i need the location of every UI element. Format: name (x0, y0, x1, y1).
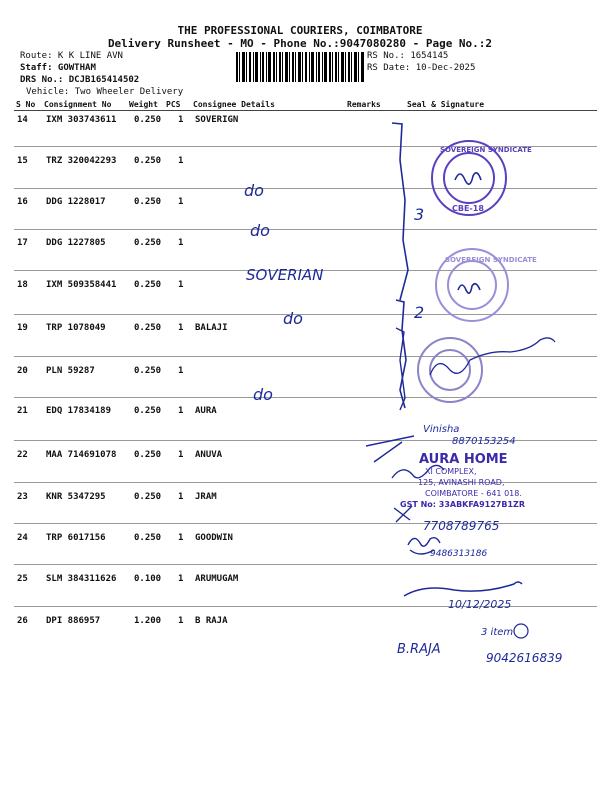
cell-sno: 14 (17, 115, 28, 125)
cell-pcs: 1 (178, 280, 184, 290)
rs-number: RS No.: 1654145 (367, 51, 449, 61)
cell-consignee: ARUMUGAM (195, 574, 239, 584)
stamp-signature (455, 173, 481, 184)
cell-pcs: 1 (178, 406, 184, 416)
column-consignment: Consignment No (44, 100, 112, 109)
cell-sno: 18 (17, 280, 28, 290)
mark-16: 3 (414, 205, 425, 224)
aura-signature (392, 465, 444, 478)
cell-pcs: 1 (178, 323, 184, 333)
cell-weight: 0.100 (134, 574, 162, 584)
sign-26: B.RAJA (397, 642, 441, 657)
vehicle-label: Vehicle: Two Wheeler Delivery (26, 87, 184, 97)
phone-21: 8870153254 (452, 436, 516, 447)
cell-sno: 23 (17, 492, 28, 502)
cell-weight: 0.250 (134, 197, 162, 207)
row-divider (14, 356, 597, 357)
cell-pcs: 1 (178, 574, 184, 584)
cell-pcs: 1 (178, 366, 184, 376)
column-pcs: PCS (166, 100, 181, 109)
cell-consignment: TRP 6017156 (46, 533, 106, 543)
cell-weight: 0.250 (134, 238, 162, 248)
ditto-20: do (253, 385, 273, 404)
cell-weight: 0.250 (134, 366, 162, 376)
cross-mark (394, 506, 412, 522)
sovereign-stamp-2 (436, 249, 508, 321)
cell-consignment: KNR 5347295 (46, 492, 106, 502)
cell-pcs: 1 (178, 115, 184, 125)
cell-sno: 26 (17, 616, 28, 626)
bracket-mark (396, 300, 406, 408)
count-26: 3 item (481, 627, 514, 638)
column-weight: Weight (129, 100, 158, 109)
cell-pcs: 1 (178, 616, 184, 626)
cell-weight: 0.250 (134, 533, 162, 543)
cell-consignment: MAA 714691078 (46, 450, 117, 460)
balaji-stamp (418, 338, 482, 402)
aura-stamp-line1: XI COMPLEX, (425, 467, 477, 476)
ditto-16: do (244, 181, 264, 200)
row-divider (14, 146, 597, 147)
cell-consignee: B RAJA (195, 616, 228, 626)
row-divider (14, 270, 597, 271)
row-divider (14, 440, 597, 441)
cell-weight: 1.200 (134, 616, 162, 626)
ditto-19: do (283, 309, 303, 328)
stamp-1-city: CBE-18 (452, 204, 484, 213)
bracket-mark (392, 123, 408, 300)
cell-consignment: SLM 384311626 (46, 574, 117, 584)
date-25: 10/12/2025 (448, 598, 512, 611)
cell-consignee: AURA (195, 406, 217, 416)
column-sno: S No (16, 100, 36, 109)
cell-consignment: EDQ 17834189 (46, 406, 112, 416)
cell-consignee: ANUVA (195, 450, 223, 460)
cell-sno: 22 (17, 450, 28, 460)
cell-consignment: TRZ 320042293 (46, 156, 117, 166)
cell-pcs: 1 (178, 197, 184, 207)
cell-consignment: DDG 1228017 (46, 197, 106, 207)
row-divider (14, 314, 597, 315)
aura-stamp-name: AURA HOME (419, 452, 508, 467)
cell-sno: 20 (17, 366, 28, 376)
cell-consignment: TRP 1078049 (46, 323, 106, 333)
aura-stamp-line2: 125, AVINASHI ROAD, (418, 478, 505, 487)
cell-pcs: 1 (178, 156, 184, 166)
rs-date: RS Date: 10-Dec-2025 (367, 63, 476, 73)
route-label: Route: K K LINE AVN (20, 51, 123, 61)
phone-23: 7708789765 (423, 519, 500, 533)
cell-consignment: IXM 509358441 (46, 280, 117, 290)
cell-pcs: 1 (178, 533, 184, 543)
staff-label: Staff: GOWTHAM (20, 63, 96, 73)
aura-stamp-gst: GST No: 33ABKFA9127B1ZR (400, 500, 525, 509)
ditto-17: do (250, 221, 270, 240)
cell-pcs: 1 (178, 238, 184, 248)
column-consignee: Consignee Details (193, 100, 275, 109)
cell-consignee: JRAM (195, 492, 217, 502)
cell-consignee: GOODWIN (195, 533, 233, 543)
cell-weight: 0.250 (134, 156, 162, 166)
cell-sno: 16 (17, 197, 28, 207)
goodwin-signature (408, 538, 440, 554)
page-title: THE PROFESSIONAL COURIERS, COIMBATORE (177, 24, 423, 37)
row-divider (14, 397, 597, 398)
stamp-1-name: SOVEREIGN SYNDICATE (440, 146, 532, 154)
row-divider (14, 482, 597, 483)
stamp-2-name: SOVEREIGN SYNDICATE (445, 256, 537, 264)
page-subtitle: Delivery Runsheet - MO - Phone No.:9047080280 - Page No.:2 (107, 37, 493, 50)
cell-consignee: SOVERIGN (195, 115, 239, 125)
column-remarks: Remarks (347, 100, 381, 109)
cell-weight: 0.250 (134, 323, 162, 333)
drs-label: DRS No.: DCJB165414502 (20, 75, 140, 85)
row-divider (14, 523, 597, 524)
arumugam-signature (404, 582, 522, 596)
barcode (236, 52, 364, 82)
stamp-signature (458, 284, 480, 293)
cell-weight: 0.250 (134, 492, 162, 502)
cell-consignee: BALAJI (195, 323, 228, 333)
count-circle (514, 624, 528, 638)
cell-sno: 21 (17, 406, 28, 416)
cell-sno: 19 (17, 323, 28, 333)
cell-weight: 0.250 (134, 450, 162, 460)
sovereign-note: SOVERIAN (246, 266, 324, 284)
row-divider (14, 564, 597, 565)
row-divider (14, 229, 597, 230)
mark-18: 2 (414, 303, 425, 322)
cell-consignment: PLN 59287 (46, 366, 95, 376)
cell-sno: 25 (17, 574, 28, 584)
cell-consignment: DPI 886957 (46, 616, 101, 626)
cell-sno: 15 (17, 156, 28, 166)
cell-consignment: DDG 1227805 (46, 238, 106, 248)
name-21: Vinisha (423, 424, 460, 435)
cell-weight: 0.250 (134, 115, 162, 125)
row-divider (14, 606, 597, 607)
header-divider (14, 110, 597, 111)
cell-sno: 17 (17, 238, 28, 248)
column-seal: Seal & Signature (407, 100, 485, 109)
cell-sno: 24 (17, 533, 28, 543)
cell-consignment: IXM 303743611 (46, 115, 117, 125)
phone-26: 9042616839 (486, 651, 563, 665)
phone-24: 9486313186 (430, 549, 488, 559)
sovereign-stamp-1 (432, 141, 506, 215)
cell-pcs: 1 (178, 450, 184, 460)
cell-weight: 0.250 (134, 406, 162, 416)
row-divider (14, 188, 597, 189)
aura-stamp-line3: COIMBATORE - 641 018. (425, 489, 522, 498)
cell-weight: 0.250 (134, 280, 162, 290)
cell-pcs: 1 (178, 492, 184, 502)
